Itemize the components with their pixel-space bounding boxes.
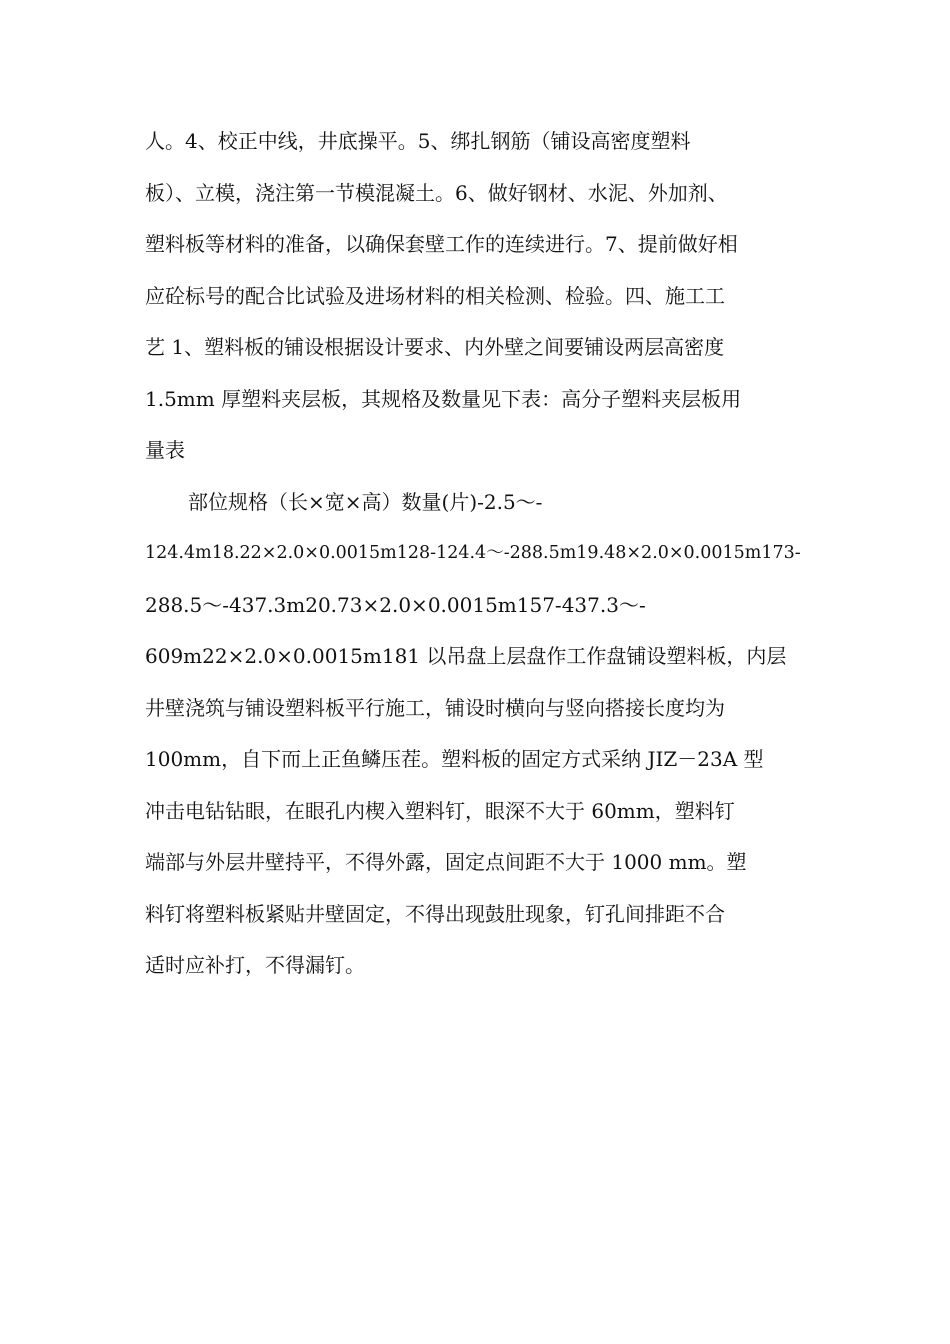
text-line: 应砼标号的配合比试验及进场材料的相关检测、检验。四、施工工 xyxy=(145,283,725,308)
text-line: 适时应补打，不得漏钉。 xyxy=(145,953,365,977)
table-header-line: 部位规格（长×宽×高）数量(片)-2.5～- xyxy=(188,489,543,514)
text-line: 609m22×2.0×0.0015m181 以吊盘上层盘作工作盘铺设塑料板，内层 xyxy=(145,644,787,668)
text-line: 艺 1、塑料板的铺设根据设计要求、内外壁之间要铺设两层高密度 xyxy=(145,335,725,359)
text-line: 冲击电钻钻眼，在眼孔内楔入塑料钉，眼深不大于 60mm，塑料钉 xyxy=(145,798,735,823)
text-line: 井壁浇筑与铺设塑料板平行施工，铺设时横向与竖向搭接长度均为 xyxy=(145,695,725,720)
table-data-line: 288.5～-437.3m20.73×2.0×0.0015m157-437.3～- xyxy=(145,592,646,617)
document-body xyxy=(145,116,810,992)
text-line: 100mm，自下而上正鱼鳞压茬。塑料板的固定方式采纳 JIZ－23A 型 xyxy=(145,747,764,771)
text-line: 端部与外层井壁持平，不得外露，固定点间距不大于 1000 mm。塑 xyxy=(145,850,747,874)
text-line: 人。4、校正中线，井底操平。5、绑扎钢筋（铺设高密度塑料 xyxy=(145,129,691,153)
text-line: 塑料板等材料的准备，以确保套壁工作的连续进行。7、提前做好相 xyxy=(145,232,738,256)
table-data-line: 124.4m18.22×2.0×0.0015m128-124.4～-288.5m19.48×2.0×0.0015m173- xyxy=(145,543,801,563)
text-line: 量表 xyxy=(145,438,185,462)
text-line: 1.5mm 厚塑料夹层板，其规格及数量见下表：高分子塑料夹层板用 xyxy=(145,386,742,411)
text-line: 板）、立模，浇注第一节模混凝土。6、做好钢材、水泥、外加剂、 xyxy=(145,180,728,205)
text-line: 料钉将塑料板紧贴井壁固定，不得出现鼓肚现象，钉孔间排距不合 xyxy=(145,901,725,926)
